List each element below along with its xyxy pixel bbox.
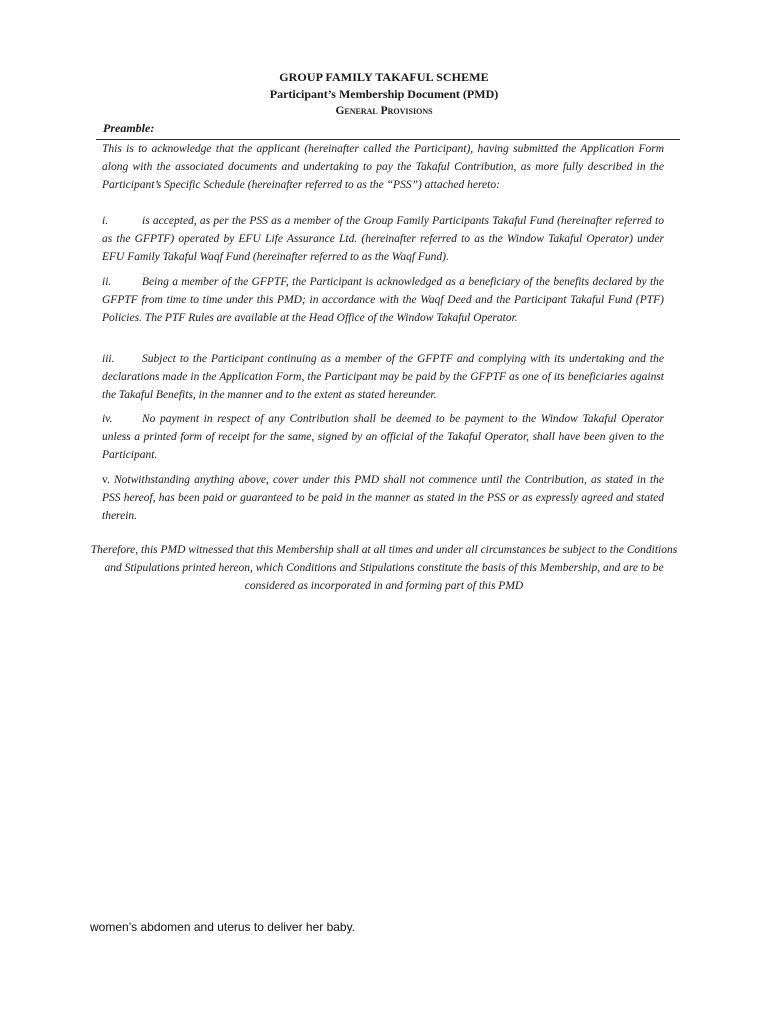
clause-number: i. — [102, 215, 109, 227]
clause-number: ii. — [102, 276, 112, 288]
document-title: GROUP FAMILY TAKAFUL SCHEME — [279, 70, 489, 84]
clause-text: Notwithstanding anything above, cover under this PMD shall not commence until the Contribution, as stated in the PSS hereof, has been paid or guaranteed to be paid in the manner as stated in the PSS or as expressly agreed and stated therein. — [102, 474, 665, 522]
clause-number: v. — [102, 474, 110, 486]
clause-ii — [102, 273, 664, 327]
intro-paragraph: This is to acknowledge that the applicant (hereinafter called the Participant), having submitted the Application Form along with the associated documents and undertaking to pay the Takaful Contribution, as more fully described in the Participant’s Specific Schedule (hereinafter referred to as the “PSS”) attached hereto: — [102, 143, 664, 191]
clause-v — [102, 471, 664, 525]
clause-i — [102, 212, 664, 266]
clause-number: iii. — [102, 353, 115, 365]
clause-iii — [102, 350, 664, 404]
clause-text: Subject to the Participant continuing as a member of the GFPTF and complying with its undertaking and the declarations made in the Application Form, the Participant may be paid by the GFPTF as one of its beneficiaries against the Takaful Benefits, in the manner and to the extent as stated hereunder. — [102, 353, 664, 401]
document-header — [0, 69, 768, 120]
preamble-label: Preamble: — [103, 121, 155, 135]
footer-text: women’s abdomen and uterus to deliver her baby. — [90, 920, 356, 934]
clause-number: iv. — [102, 413, 113, 425]
section-title: General Provisions — [335, 105, 433, 117]
clause-text: No payment in respect of any Contribution shall be deemed to be payment to the Window Takaful Operator unless a printed form of receipt for the same, signed by an official of the Takaful Operator, shall have been given to the Participant. — [102, 413, 664, 461]
clause-iv — [102, 410, 664, 464]
document-subtitle: Participant’s Membership Document (PMD) — [269, 87, 499, 101]
clause-text: is accepted, as per the PSS as a member of the Group Family Participants Takaful Fund (hereinafter referred to as the GFPTF) operated by EFU Life Assurance Ltd. (hereinafter referred to as the Window Takaful Operator) under EFU Family Takaful Waqf Fund (hereinafter referred to as the Waqf Fund). — [102, 215, 664, 263]
clause-text: Being a member of the GFPTF, the Participant is acknowledged as a beneficiary of the benefits declared by the GFPTF from time to time under this PMD; in accordance with the Waqf Deed and the Participant Takaful Fund (PTF) Policies. The PTF Rules are available at the Head Office of the Window Takaful Operator. — [102, 276, 664, 324]
closing-paragraph: Therefore, this PMD witnessed that this Membership shall at all times and under all circumstances be subject to the Conditions and Stipulations printed hereon, which Conditions and Stipulations constitute the basis of this Membership, and are to be considered as incorporated in and forming part of this PMD — [90, 544, 678, 592]
